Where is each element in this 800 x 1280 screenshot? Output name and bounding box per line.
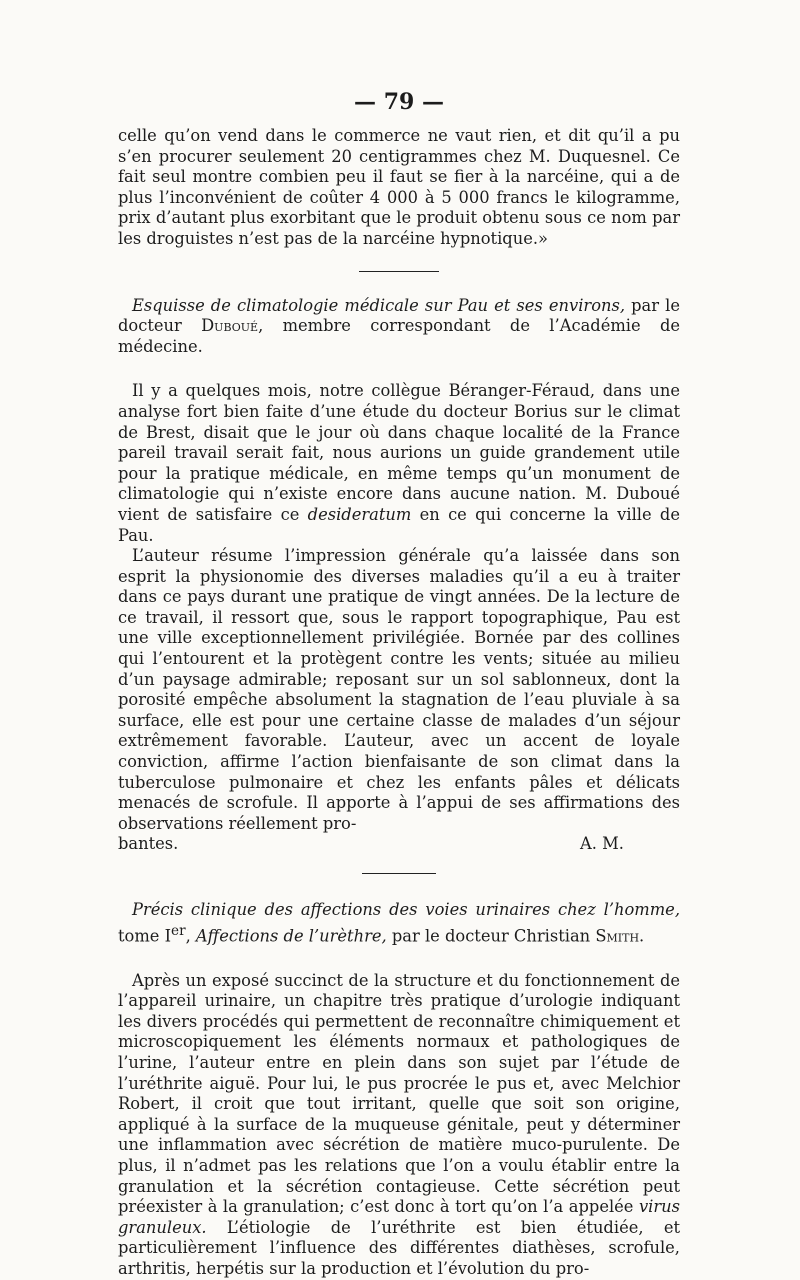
page-number: — 79 — xyxy=(354,89,444,115)
review-title: Esquisse de climatologie médicale sur Pau et ses environs, xyxy=(132,295,626,315)
review-paragraph: Après un exposé succinct de la structure et du fonctionnement de l’appareil urinaire, un chapitre très pratique d’urologie indiquant les divers procédés qui permettent de reconnaître chimiquement et microscopiquement les éléments normaux et pathologiques de l’urine, l’auteur entre en plein dans son sujet par l’étude de l’uréthrite aiguë. Pour lui, le pus procrée le pus et, avec Melchior Robert, il croit que tout irritant, quelle que soit son origine, appliqué à la surface de la muqueuse génitale, peut y déterminer une inflammation avec sécrétion de matière muco-purulente. De plus, il n’admet pas les relations que l’on a voulu établir entre la granulation et la sécrétion contagieuse. Cette sécrétion peut préexister à la granulation; c’est donc à tort qu’on l’a appelée virus granuleux. L’étiologie de l’uréthrite est bien étudiée, et particulièrement l’influence des différentes diathèses, scrofule, arthritis, herpétis sur la production et l’évolution du pro- xyxy=(118,970,680,1278)
signature: A. M. xyxy=(580,834,624,854)
review-heading-pau: Esquisse de climatologie médicale sur Pau et ses environs, par le docteur Duboué, membre correspondant de l’Académie de médecine. xyxy=(118,295,680,356)
review-paragraph: L’auteur résume l’impression générale qu’a laissée dans son esprit la physionomie des diverses maladies qu’il a eu à traiter dans ce pays durant une pratique de vingt années. De la lecture de ce travail, il ressort que, sous le rapport topographique, Pau est une ville exceptionnellement privilégiée. Bornée par des collines qui l’entourent et la protègent contre les vents; située au milieu d’un paysage admirable; reposant sur un sol sablonneux, dont la porosité empêche absolument la stagnation de l’eau pluviale à sa surface, elle est pour une certaine classe de malades d’un séjour extrêmement favorable. L’auteur, avec un accent de loyale conviction, affirme l’action bienfaisante de son climat dans la tuberculose pulmonaire et chez les enfants pâles et délicats menacés de scrofule. Il apporte à l’appui de ses affirmations des observations réellement pro- xyxy=(118,546,680,833)
review-author: Smith xyxy=(595,926,640,946)
section-divider xyxy=(359,271,439,272)
review-heading-smith: Précis clinique des affections des voies urinaires chez l’homme, tome Ier, Affections de l’urèthre, par le docteur Christian Smith. xyxy=(118,900,680,946)
review-title: Précis clinique des affections des voies urinaires chez l’homme, xyxy=(132,900,680,919)
review-paragraph: Il y a quelques mois, notre collègue Béranger-Féraud, dans une analyse fort bien faite d’une étude du docteur Borius sur le climat de Brest, disait que le jour où dans chaque localité de la France pareil travail serait fait, nous aurions un guide grandement utile pour la pratique médicale, en même temps qu’un monument de climatologie qui n’existe encore dans aucune nation. M. Duboué vient de satisfaire ce desideratum en ce qui concerne la ville de Pau. xyxy=(118,381,680,545)
signature-line: bantes. A. M. xyxy=(118,834,680,855)
review-author: Duboué xyxy=(201,316,259,336)
section-divider xyxy=(362,873,436,874)
continued-paragraph: celle qu’on vend dans le commerce ne vaut rien, et dit qu’il a pu s’en procurer seulement 20 centigrammes chez M. Duquesnel. Ce fait seul montre combien peu il faut se fier à la narcéine, qui a de plus l’inconvénient de coûter 4 000 à 5 000 francs le kilogramme, prix d’autant plus exorbitant que le produit obtenu sous ce nom par les droguistes n’est pas de la narcéine hypnotique.» xyxy=(118,126,680,248)
